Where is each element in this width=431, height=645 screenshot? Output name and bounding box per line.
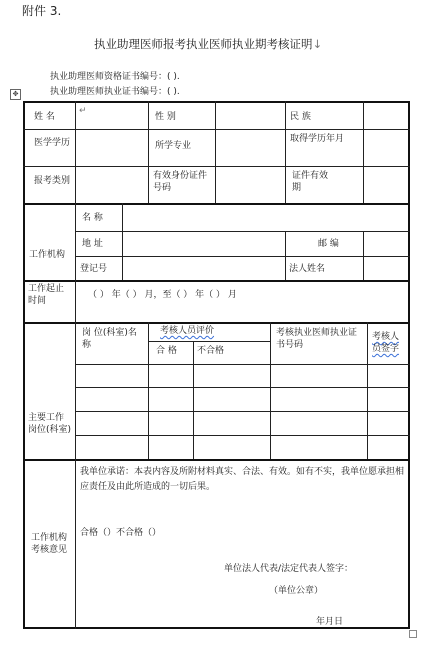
document-title [94,37,322,51]
label-postcode: 邮 编 [318,239,339,249]
label-major: 所学专业 [155,141,192,151]
sign-date: 年月日 [316,617,344,627]
title-text: 执业助理医师报考执业医师执业期考核证明 [94,37,313,51]
label-pass: 合 格 [156,346,177,356]
pledge-text: 我单位承诺：本表内容及所附材料真实、合法、有效。如有不实，我单位愿承担相应责任及由此所造成的一切后果。 [80,467,405,492]
label-workplace-address: 地 址 [82,239,103,249]
label-examiner-evaluation [160,326,214,337]
label-examiner-cert-no: 考核执业医师执业证书号码 [276,328,358,350]
attachment-label: 附件 3. [22,4,62,18]
label-id-validity: 证件有效期 [292,171,329,193]
label-work-period: 工作起止时间 [28,284,65,306]
form-table [23,101,410,629]
label-ethnicity: 民 族 [290,112,311,122]
work-period-text: （ ） 年（ ） 月，至（ ） 年（ ） 月 [88,290,237,300]
label-workplace-opinion: 工作机构考核意见 [31,533,68,555]
label-workplace: 工作机构 [29,250,66,260]
cert-qualification-line: 执业助理医师资格证书编号：( ). [50,72,180,82]
label-name: 姓 名 [34,112,55,122]
label-post-name: 岗 位(科室)名称 [82,328,137,350]
label-registration-no: 登记号 [80,264,108,274]
legal-representative-signature: 单位法人代表/法定代表人签字： [224,564,354,574]
cell-mark: ↵ [79,106,87,116]
label-legal-person: 法人姓名 [289,264,326,274]
label-degree-date: 取得学历年月 [290,134,345,144]
label-id-number: 有效身份证件号码 [153,171,208,193]
cert-practice-line: 执业助理医师执业证书编号：( ). [50,87,180,97]
unit-seal: （单位公章） [269,586,324,596]
result-options: 合格（）不合格（） [80,528,162,538]
title-mark: ↓ [312,37,323,51]
end-of-table-mark [409,630,417,638]
label-medical-education: 医学学历 [34,138,71,148]
label-exam-category: 报考类别 [34,176,71,186]
table-move-handle-icon[interactable]: ✥ [10,89,21,100]
label-examiner-signature [372,331,406,355]
signature-text: 考核人员签字 [372,332,400,354]
label-workplace-name: 名 称 [82,213,103,223]
label-fail: 不合格 [197,346,225,356]
label-main-duty: 主要工作岗位(科室) [28,413,72,435]
label-gender: 性 别 [155,112,176,122]
evaluation-text: 考核人员评价 [160,326,215,336]
